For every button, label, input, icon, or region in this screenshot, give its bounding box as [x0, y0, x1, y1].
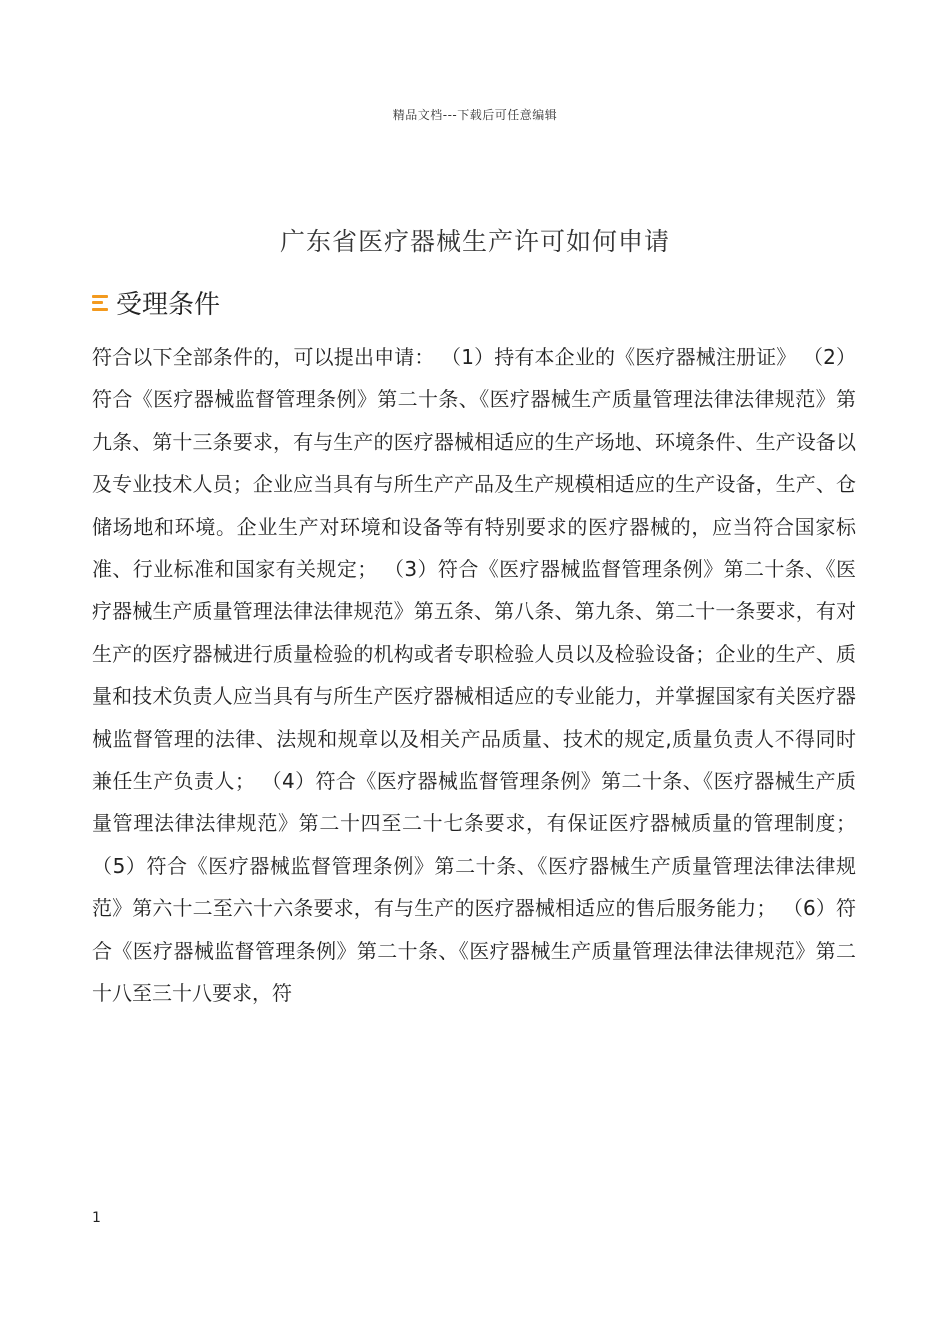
section-heading-label: 受理条件 [116, 290, 221, 320]
list-icon [92, 294, 110, 312]
section-heading [92, 284, 220, 321]
document-title: 广东省医疗器械生产许可如何申请 [279, 227, 670, 256]
page-number: 1 [92, 1210, 101, 1226]
header-note: 精品文档---下载后可任意编辑 [392, 108, 558, 122]
body-paragraph: 符合以下全部条件的，可以提出申请： （1）持有本企业的《医疗器械注册证》 （2）符合《医疗器械监督管理条例》第二十条、《医疗器械生产质量管理法律法律规范》第九条、第十三条要求，有与生产的医疗器械相适应的生产场地、环境条件、生产设备以及专业技术人员；企业应当具有与所生产产品及生产规模相适应的生产设备，生产、仓储场地和环境。企业生产对环境和设备等有特别要求的医疗器械的，应当符合国家标准、行业标准和国家有关规定； （3）符合《医疗器械监督管理条例》第二十条、《医疗器械生产质量管理法律法律规范》第五条、第八条、第九条、第二十一条要求，有对生产的医疗器械进行质量检验的机构或者专职检验人员以及检验设备；企业的生产、质量和技术负责人应当具有与所生产医疗器械相适应的专业能力，并掌握国家有关医疗器械监督管理的法律、法规和规章以及相关产品质量、技术的规定,质量负责人不得同时兼任生产负责人； （4）符合《医疗器械监督管理条例》第二十条、《医疗器械生产质量管理法律法律规范》第二十四至二十七条要求，有保证医疗器械质量的管理制度； （5）符合《医疗器械监督管理条例》第二十条、《医疗器械生产质量管理法律法律规范》第六十二至六十六条要求，有与生产的医疗器械相适应的售后服务能力； （6）符合《医疗器械监督管理条例》第二十条、《医疗器械生产质量管理法律法律规范》第二十八至三十八要求，符 [92, 345, 856, 1006]
